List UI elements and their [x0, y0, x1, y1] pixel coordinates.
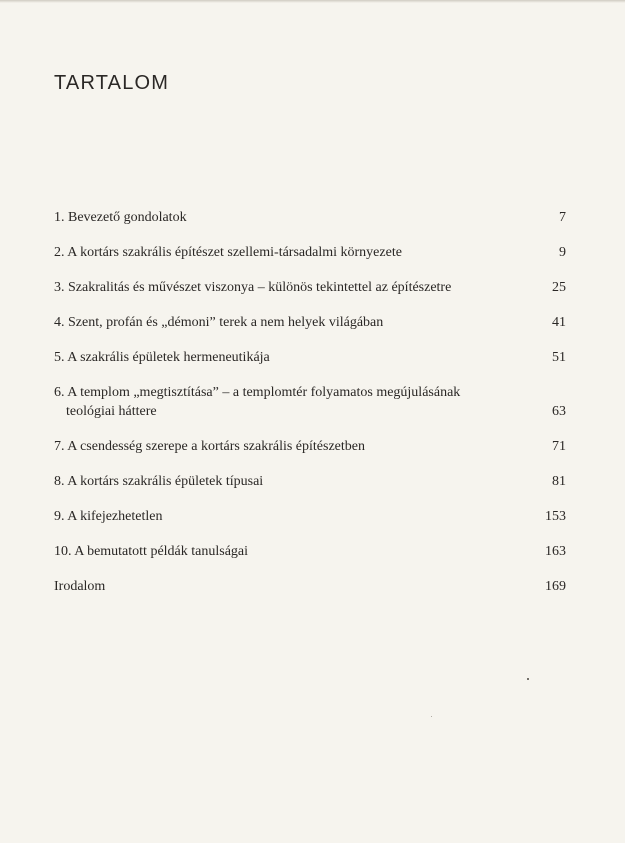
toc-entry-title: Irodalom: [54, 579, 106, 594]
toc-entry: [54, 437, 566, 456]
toc-entry: [54, 507, 566, 526]
toc-entry-page: 9: [559, 245, 566, 260]
page-top-edge: [0, 0, 625, 3]
toc-entry-title: 4. Szent, profán és „démoni” terek a nem helyek világában: [54, 315, 384, 330]
toc-entry-page: 63: [552, 404, 566, 419]
toc-entry: [54, 208, 566, 227]
toc-entry-page: 163: [545, 544, 566, 559]
toc-entry-page: 7: [559, 210, 566, 225]
toc-entry-title: 7. A csendesség szerepe a kortárs szakrális építészetben: [54, 439, 365, 454]
toc-entry: [54, 383, 566, 421]
toc-entry: [54, 313, 566, 332]
page-title: TARTALOM: [54, 72, 170, 94]
toc-entry: [54, 243, 566, 262]
toc-entry-page: 25: [552, 280, 566, 295]
toc-entry-title: 1. Bevezető gondolatok: [54, 210, 187, 225]
toc-entry-title: 3. Szakralitás és művészet viszonya – különös tekintettel az építészetre: [54, 280, 452, 295]
toc-entry-page: 41: [552, 315, 566, 330]
toc-entry-page: 153: [545, 509, 566, 524]
toc-entry-title: 9. A kifejezhetetlen: [54, 509, 163, 524]
toc-entry-title-line1: 6. A templom „megtisztítása” – a templomtér folyamatos megújulásának: [54, 385, 461, 400]
toc-entry-page: 169: [545, 579, 566, 594]
toc-entry-page: 81: [552, 474, 566, 489]
paper-speck: [431, 716, 432, 717]
toc-entry: [54, 348, 566, 367]
toc-entry: [54, 542, 566, 561]
toc-entry-title-line2: teológiai háttere: [66, 404, 157, 419]
toc-entry-page: 71: [552, 439, 566, 454]
toc-entry-title: 2. A kortárs szakrális építészet szellemi-társadalmi környezete: [54, 245, 402, 260]
paper-speck: [527, 678, 529, 680]
toc-entry: [54, 472, 566, 491]
toc-entry: [54, 577, 566, 596]
toc-entry-title: [54, 383, 484, 421]
table-of-contents: [54, 208, 566, 612]
toc-entry-title: 5. A szakrális épületek hermeneutikája: [54, 350, 270, 365]
toc-entry-page: 51: [552, 350, 566, 365]
toc-entry-title: 8. A kortárs szakrális épületek típusai: [54, 474, 264, 489]
toc-entry-title: 10. A bemutatott példák tanulságai: [54, 544, 249, 559]
toc-entry: [54, 278, 566, 297]
